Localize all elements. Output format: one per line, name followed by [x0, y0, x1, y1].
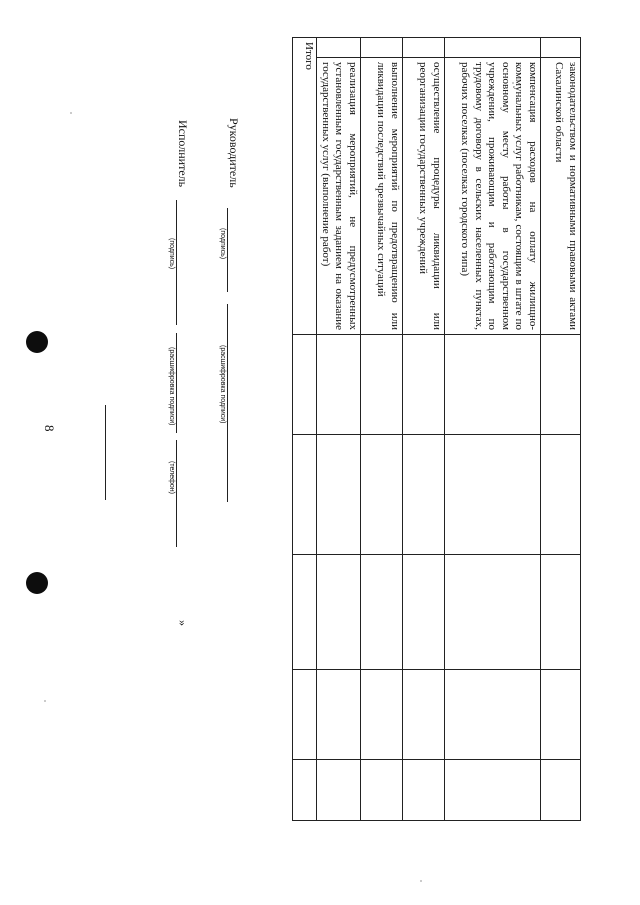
closing-quote: »	[176, 620, 190, 626]
table-cell	[445, 555, 541, 670]
table-cell	[293, 335, 317, 435]
table-cell	[445, 435, 541, 555]
table-cell	[293, 435, 317, 555]
table-cell	[541, 555, 581, 670]
table-row	[317, 38, 361, 821]
table-cell	[445, 335, 541, 435]
table-cell	[445, 38, 541, 58]
table-cell	[317, 335, 361, 435]
executor-signature-line	[176, 200, 177, 325]
table-cell	[541, 335, 581, 435]
table-cell	[317, 760, 361, 821]
executor-phone-line	[176, 440, 177, 547]
table-row	[361, 38, 403, 821]
executor-decoding-caption: (расшифровка подписи)	[168, 347, 175, 426]
table-cell	[361, 38, 403, 58]
table-cell	[403, 435, 445, 555]
rotated-page	[20, 20, 620, 885]
table-cell	[403, 38, 445, 58]
table-row	[403, 38, 445, 821]
table-cell	[361, 335, 403, 435]
row-description: выполнение мероприятий по предотвращению или ликвидации последствий чрезвычайных ситуаций	[361, 58, 403, 335]
head-label: Руководитель	[227, 118, 241, 188]
executor-phone-caption: (телефон)	[168, 461, 175, 494]
table-cell	[403, 670, 445, 760]
table-cell	[403, 760, 445, 821]
executor-decoding-line	[176, 333, 177, 433]
table-row	[445, 38, 541, 821]
total-label: Итого	[293, 38, 317, 335]
table-cell	[361, 555, 403, 670]
row-description: реализация мероприятий, не предусмотренных установленным государственным заданием на оказание государственных услуг (выполнение работ)	[317, 58, 361, 335]
table-cell	[541, 760, 581, 821]
table-cell	[361, 435, 403, 555]
table-cell	[317, 435, 361, 555]
table-cell	[317, 38, 361, 58]
table-cell	[445, 760, 541, 821]
table-row	[541, 38, 581, 821]
executor-signature-caption: (подпись)	[168, 238, 175, 270]
row-description: законодательством и нормативными правовыми актами Сахалинской области	[541, 58, 581, 335]
table-cell	[361, 670, 403, 760]
footer-rule	[105, 405, 106, 500]
table-cell	[541, 670, 581, 760]
head-decoding-caption: (расшифровка подписи)	[219, 345, 226, 424]
head-signature-line	[227, 208, 228, 292]
table-cell	[403, 555, 445, 670]
table-cell	[317, 670, 361, 760]
executor-label: Исполнитель	[176, 120, 190, 188]
table-cell	[293, 760, 317, 821]
row-description: компенсация расходов на оплату жилищно-коммунальных услуг работникам, состоящим в штате по основному месту работы в государственном учреждении, проживающим и работающим по трудовому договору в сельских населенных пунктах, рабочих поселках (поселках городского типа)	[445, 58, 541, 335]
table-cell	[317, 555, 361, 670]
total-row	[293, 38, 317, 821]
budget-table	[293, 37, 582, 821]
table-cell	[541, 38, 581, 58]
head-decoding-line	[227, 304, 228, 502]
table-cell	[403, 335, 445, 435]
table-cell	[361, 760, 403, 821]
row-description: осуществление процедуры ликвидации или реорганизации государственных учреждений	[403, 58, 445, 335]
page-number: 8	[42, 425, 57, 432]
table-cell	[445, 670, 541, 760]
table-cell	[541, 435, 581, 555]
table-cell	[293, 555, 317, 670]
head-signature-caption: (подпись)	[219, 228, 226, 260]
table-cell	[293, 670, 317, 760]
